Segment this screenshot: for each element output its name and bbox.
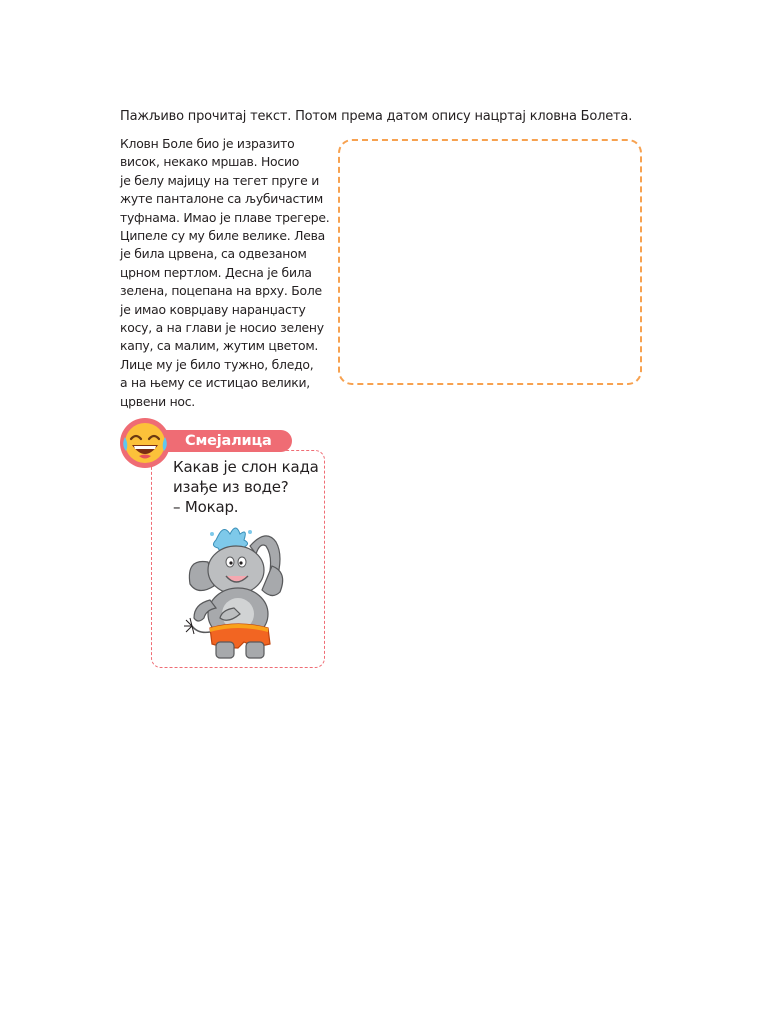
story-line: а на њему се истицао велики, xyxy=(120,375,310,391)
instruction-text: Пажљиво прочитај текст. Потом према датом опису нацртај кловна Болета. xyxy=(120,109,633,124)
joke-text xyxy=(173,457,323,517)
story-line: је имао коврџаву наранџасту xyxy=(120,301,306,317)
laughing-emoji-icon xyxy=(117,417,173,469)
wet-elephant-illustration xyxy=(180,522,290,662)
story-line: зелена, поцепана на врху. Боле xyxy=(120,283,322,299)
story-line: Лице му је било тужно, бледо, xyxy=(120,356,314,372)
story-line: капу, са малим, жутим цветом. xyxy=(120,338,319,354)
joke-line: Какав је слон када xyxy=(173,458,319,476)
story-line: Кловн Боле био је изразито xyxy=(120,136,295,151)
joke-title: Смејалица xyxy=(185,433,272,449)
story-text xyxy=(120,135,335,411)
story-line: косу, а на глави је носио зелену xyxy=(120,320,324,336)
story-line: Ципеле су му биле велике. Лева xyxy=(120,228,325,244)
joke-line: – Мокар. xyxy=(173,498,239,516)
story-line: црвени нос. xyxy=(120,393,196,409)
story-line: је била црвена, са одвезаном xyxy=(120,246,307,262)
joke-line: изађе из воде? xyxy=(173,478,289,496)
story-line: туфнама. Имао је плаве трегере. xyxy=(120,209,330,225)
story-line: жуте панталоне са љубичастим xyxy=(120,191,323,207)
story-line: је белу мајицу на тегет пруге и xyxy=(120,172,320,188)
drawing-area[interactable] xyxy=(338,139,642,385)
story-line: висок, некако мршав. Носио xyxy=(120,154,300,170)
story-line: црном пертлом. Десна је била xyxy=(120,264,312,280)
